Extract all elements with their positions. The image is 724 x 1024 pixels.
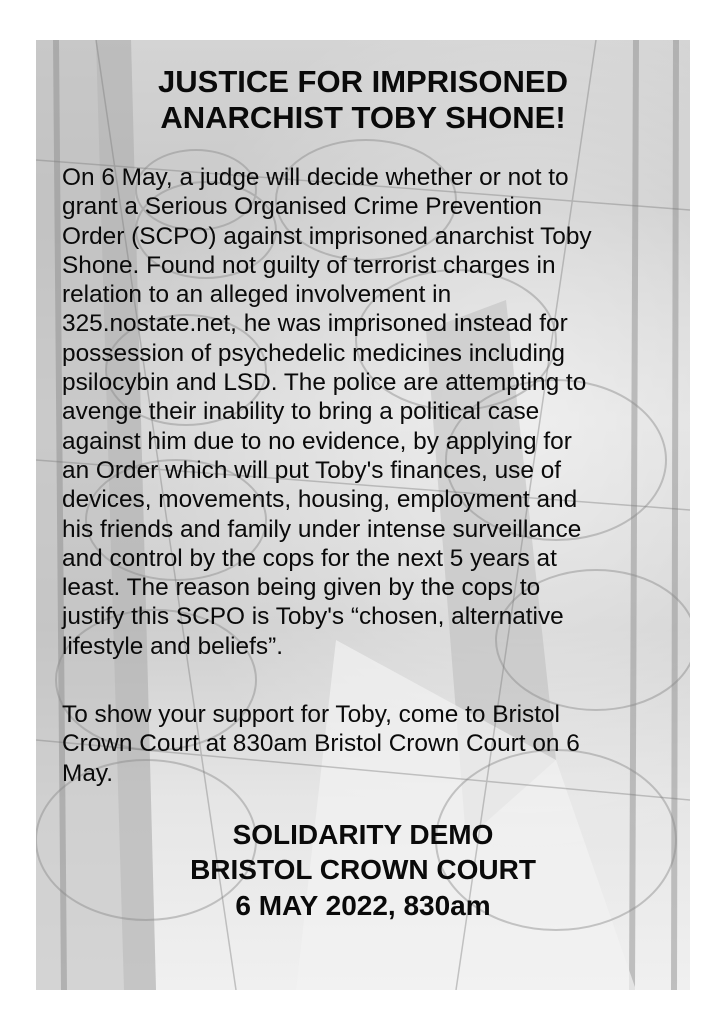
body-paragraph-2: To show your support for Toby, come to Bristol Crown Court at 830am Bristol Crown Court on 6 May.	[62, 701, 580, 787]
poster-content	[36, 40, 690, 990]
body-paragraph-1: On 6 May, a judge will decide whether or not to grant a Serious Organised Crime Prevention Order (SCPO) against imprisoned anarchist Toby Shone. Found not guilty of terrorist charges in relation to an alleged involvement in 325.nostate.net, he was imprisoned instead for possession of psychedelic medicines including psilocybin and LSD. The police are attempting to avenge their inability to bring a political case against him due to no evidence, by applying for an Order which will put Toby's finances, use of devices, movements, housing, employment and his friends and family under intense surveillance and control by the cops for the next 5 years at least. The reason being given by the cops to justify this SCPO is Toby's “chosen, alternative lifestyle and beliefs”.	[62, 164, 592, 660]
title-line-1: JUSTICE FOR IMPRISONED	[158, 64, 568, 99]
title-line-2: ANARCHIST TOBY SHONE!	[160, 100, 566, 135]
demo-line-1: SOLIDARITY DEMO	[232, 819, 494, 850]
poster	[36, 40, 690, 990]
demo-line-3: 6 MAY 2022, 830am	[235, 890, 491, 921]
demo-line-2: BRISTOL CROWN COURT	[190, 854, 536, 885]
